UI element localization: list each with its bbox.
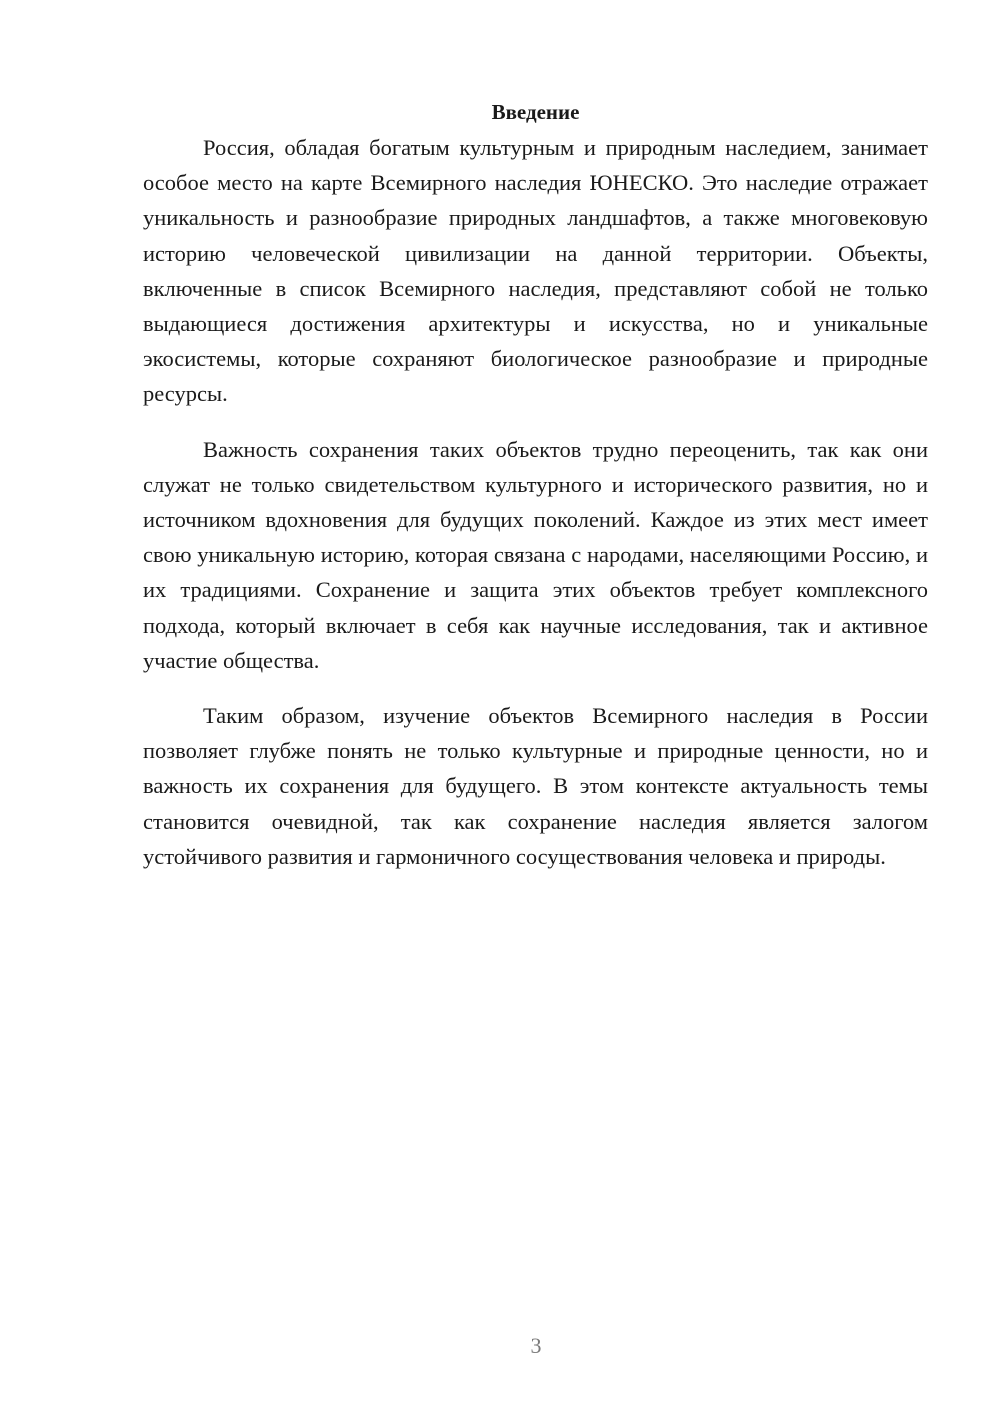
page-content (143, 95, 928, 894)
paragraph-1: Россия, обладая богатым культурным и природным наследием, занимает особое место на карте Всемирного наследия ЮНЕСКО. Это наследие отражает уникальность и разнообразие природных ландшафтов, а также многовековую историю человеческой цивилизации на данной территории. Объекты, включенные в список Всемирного наследия, представляют собой не только выдающиеся достижения архитектуры и искусства, но и уникальные экосистемы, которые сохраняют биологическое разнообразие и природные ресурсы. (143, 135, 928, 407)
page-number: 3 (530, 1333, 542, 1358)
page-title: Введение (491, 100, 580, 124)
paragraph-2: Важность сохранения таких объектов трудно переоценить, так как они служат не только свидетельством культурного и исторического развития, но и источником вдохновения для будущих поколений. Каждое из этих мест имеет свою уникальную историю, которая связана с народами, населяющими Россию, и их традициями. Сохранение и защита этих объектов требует комплексного подхода, который включает в себя как научные исследования, так и активное участие общества. (143, 436, 928, 673)
paragraph-3: Таким образом, изучение объектов Всемирного наследия в России позволяет глубже понять не только культурные и природные ценности, но и важность их сохранения для будущего. В этом контексте актуальность темы становится очевидной, так как сохранение наследия является залогом устойчивого развития и гармоничного сосуществования человека и природы. (143, 703, 928, 869)
